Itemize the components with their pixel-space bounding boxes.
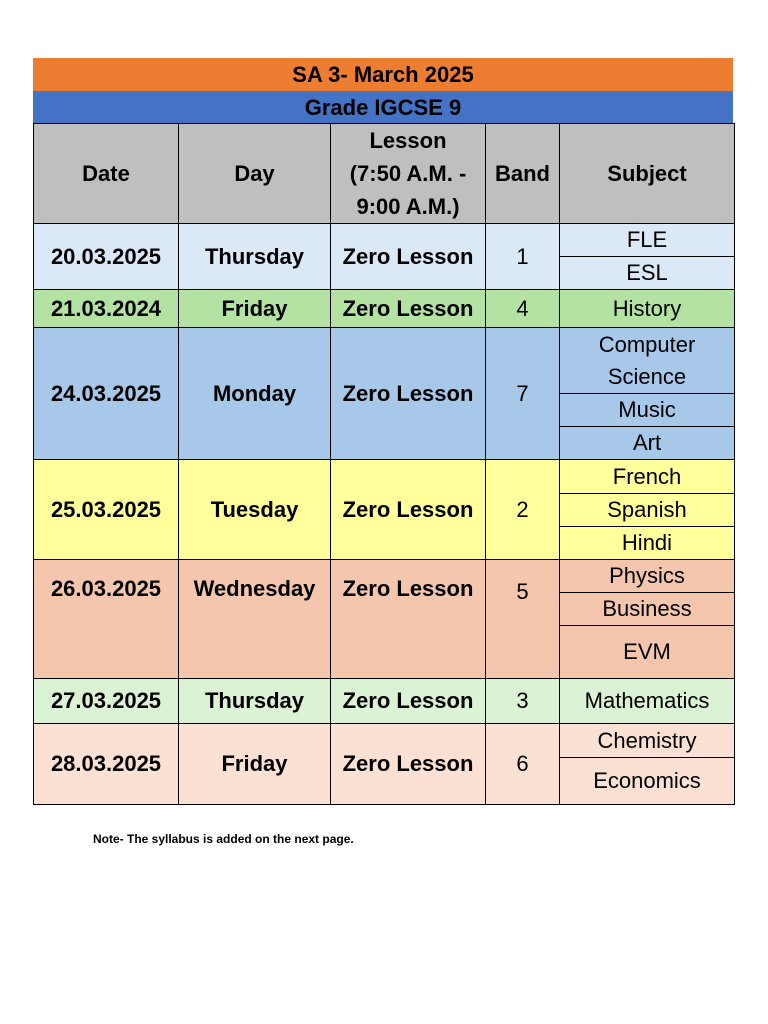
subject-cell: Physics: [560, 560, 735, 593]
lesson-cell: Zero Lesson: [331, 724, 486, 805]
date-text: 26.03.2025: [50, 576, 162, 601]
day-cell: Tuesday: [179, 460, 331, 560]
table-row: [34, 328, 735, 394]
subject-cell: Art: [560, 427, 735, 460]
date-cell: 20.03.2025: [34, 224, 179, 290]
table-row: [34, 724, 735, 758]
subject-cell: Mathematics: [560, 679, 735, 724]
day-cell: Thursday: [179, 679, 331, 724]
subject-cell: ESL: [560, 257, 735, 290]
lesson-cell: Zero Lesson: [331, 290, 486, 328]
header-lesson: [331, 124, 486, 224]
subject-cell: FLE: [560, 224, 735, 257]
header-subject: Subject: [560, 124, 735, 224]
table-row: [34, 224, 735, 257]
band-cell: 4: [486, 290, 560, 328]
band-cell: 2: [486, 460, 560, 560]
lesson-cell: Zero Lesson: [331, 460, 486, 560]
lesson-text: Zero Lesson: [342, 576, 474, 601]
day-cell: Friday: [179, 290, 331, 328]
subject-cell: Chemistry: [560, 724, 735, 758]
header-band: Band: [486, 124, 560, 224]
syllabus-note: Note- The syllabus is added on the next page.: [93, 832, 354, 846]
band-text: 5: [516, 579, 529, 604]
band-cell: [486, 560, 560, 679]
date-cell: 24.03.2025: [34, 328, 179, 460]
subject-cell: History: [560, 290, 735, 328]
exam-title: SA 3- March 2025: [33, 58, 733, 91]
subject-cell: EVM: [560, 626, 735, 679]
grade-title: Grade IGCSE 9: [33, 91, 733, 124]
subject-cell: Spanish: [560, 494, 735, 527]
date-cell: 25.03.2025: [34, 460, 179, 560]
date-cell: 27.03.2025: [34, 679, 179, 724]
lesson-cell: Zero Lesson: [331, 224, 486, 290]
header-lesson-line1: Lesson: [369, 128, 447, 153]
day-cell: Monday: [179, 328, 331, 460]
exam-schedule-table: [33, 123, 735, 805]
subject-cell: Computer Science: [560, 328, 735, 394]
header-date: Date: [34, 124, 179, 224]
header-row: [34, 124, 735, 224]
lesson-cell: Zero Lesson: [331, 679, 486, 724]
table-row: [34, 290, 735, 328]
subject-cell: Music: [560, 394, 735, 427]
table-row: [34, 679, 735, 724]
day-cell: Thursday: [179, 224, 331, 290]
day-cell: [179, 560, 331, 679]
subject-cell: Business: [560, 593, 735, 626]
subject-cell: Hindi: [560, 527, 735, 560]
band-cell: 1: [486, 224, 560, 290]
subject-cell: Economics: [560, 758, 735, 805]
date-cell: [34, 560, 179, 679]
day-cell: Friday: [179, 724, 331, 805]
band-cell: 3: [486, 679, 560, 724]
header-lesson-line2: (7:50 A.M. -: [349, 161, 467, 186]
lesson-cell: Zero Lesson: [331, 328, 486, 460]
subject-cell: French: [560, 460, 735, 494]
header-lesson-line3: 9:00 A.M.): [356, 194, 460, 219]
band-cell: 6: [486, 724, 560, 805]
day-text: Wednesday: [193, 576, 316, 601]
band-cell: 7: [486, 328, 560, 460]
date-cell: 28.03.2025: [34, 724, 179, 805]
table-row: [34, 460, 735, 494]
table-row: [34, 560, 735, 593]
header-day: Day: [179, 124, 331, 224]
lesson-cell: [331, 560, 486, 679]
date-cell: 21.03.2024: [34, 290, 179, 328]
